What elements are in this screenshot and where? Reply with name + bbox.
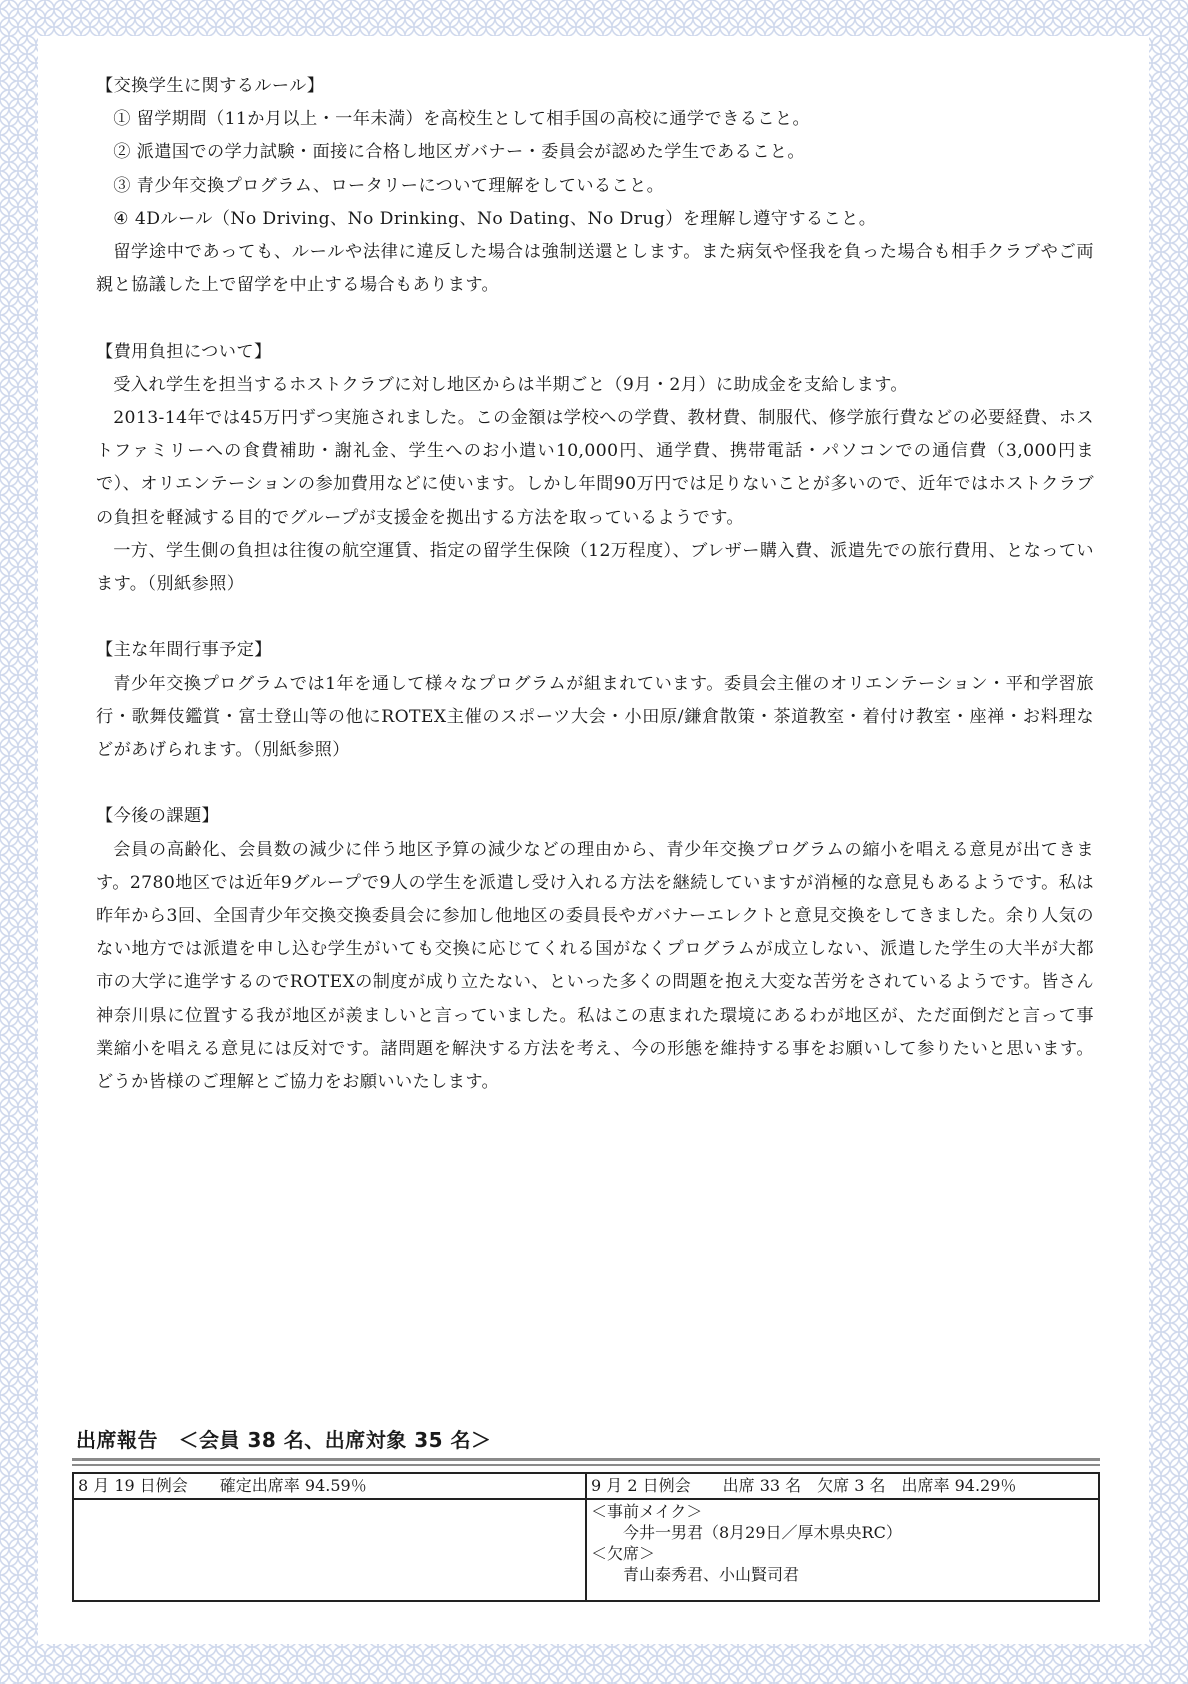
left-meeting-details [73, 1499, 586, 1601]
rule-item: ② 派遣国での学力試験・面接に合格し地区ガバナー・委員会が認めた学生であること。 [113, 142, 805, 163]
paragraph: 会員の高齢化、会員数の減少に伴う地区予算の減少などの理由から、青少年交換プログラムの縮小を唱える意見が出てきます。2780地区では近年9グループで9人の学生を派遣し受け入れる方法を継続していますが消極的な意見もあるようです。私は昨年から3回、全国青少年交換交換委員会に参加し他地区の委員長やガバナーエレクトと意見交換をしてきました。余り人気のない地方では派遣を申し込む学生がいても交換に応じてくれる国がなくプログラムが成立しない、派遣した学生の大半が大都市の大学に進学するのでROTEXの制度が成り立たない、といった多くの問題を抱え大変な苦労をされているようです。皆さん神奈川県に位置する我が地区が羨ましいと言っていました。私はこの恵まれた環境にあるわが地区が、ただ面倒だと言って事業縮小を唱える意見には反対です。諸問題を解決する方法を考え、今の形態を維持する事をお願いして参りたいと思います。どうか皆様のご理解とご協力をお願いいたします。 [96, 839, 1094, 1093]
makeup-label: ＜事前メイク＞ [591, 1502, 703, 1521]
paragraph: 一方、学生側の負担は往復の航空運賃、指定の留学生保険（12万程度）、ブレザー購入費、派遣先での旅行費用、となっています。（別紙参照） [96, 540, 1094, 595]
right-meeting-details [586, 1499, 1099, 1601]
paragraph: 留学途中であっても、ルールや法律に違反した場合は強制送還とします。また病気や怪我を負った場合も相手クラブやご両親と協議した上で留学を中止する場合もあります。 [96, 242, 1094, 296]
section-title: 【交換学生に関するルール】 [96, 76, 325, 96]
rule-item: ④ 4Dルール（No Driving、No Drinking、No Dating、No Drug）を理解し遵守すること。 [113, 208, 877, 229]
section-rules [96, 70, 1094, 302]
absent-label: ＜欠席＞ [591, 1544, 656, 1563]
absent-names: 青山泰秀君、小山賢司君 [623, 1565, 800, 1584]
attendance-heading: 出席報告 ＜会員 38 名、出席対象 35 名＞ [76, 1428, 492, 1452]
divider [72, 1464, 1100, 1466]
section-title: 【主な年間行事予定】 [96, 640, 272, 661]
section-costs [96, 336, 1094, 602]
rule-item: ① 留学期間（11か月以上・一年未満）を高校生として相手国の高校に通学できること。 [113, 109, 811, 130]
section-title: 【今後の課題】 [96, 806, 220, 827]
section-issues [96, 800, 1094, 1099]
attendance-report [72, 1426, 1100, 1602]
paragraph: 受入れ学生を担当するホストクラブに対し地区からは半期ごと（9月・2月）に助成金を支給します。 [113, 374, 908, 395]
right-meeting-header: 9 月 2 日例会 出席 33 名 欠席 3 名 出席率 94.29％ [586, 1473, 1099, 1499]
page [38, 36, 1149, 1644]
article [96, 70, 1094, 1099]
paragraph: 青少年交換プログラムでは1年を通して様々なプログラムが組まれています。委員会主催のオリエンテーション・平和学習旅行・歌舞伎鑑賞・富士登山等の他にROTEX主催のスポーツ大会・小田原/鎌倉散策・茶道教室・着付け教室・座禅・お料理などがあげられます。（別紙参照） [96, 673, 1094, 761]
attendance-table [72, 1472, 1100, 1602]
section-events [96, 634, 1094, 767]
makeup-names: 今井一男君（8月29日／厚木県央RC） [623, 1523, 902, 1542]
left-meeting-header: 8 月 19 日例会 確定出席率 94.59％ [73, 1473, 586, 1499]
section-title: 【費用負担について】 [96, 341, 272, 362]
rule-item: ③ 青少年交換プログラム、ロータリーについて理解をしていること。 [113, 175, 665, 196]
divider [72, 1458, 1100, 1461]
paragraph: 2013-14年では45万円ずつ実施されました。この金額は学校への学費、教材費、制服代、修学旅行費などの必要経費、ホストファミリーへの食費補助・謝礼金、学生へのお小遣い10,000円、通学費、携帯電話・パソコンでの通信費（3,000円まで）、オリエンテーションの参加費用などに使います。しかし年間90万円では足りないことが多いので、近年ではホストクラブの負担を軽減する目的でグループが支援金を拠出する方法を取っているようです。 [96, 408, 1094, 528]
